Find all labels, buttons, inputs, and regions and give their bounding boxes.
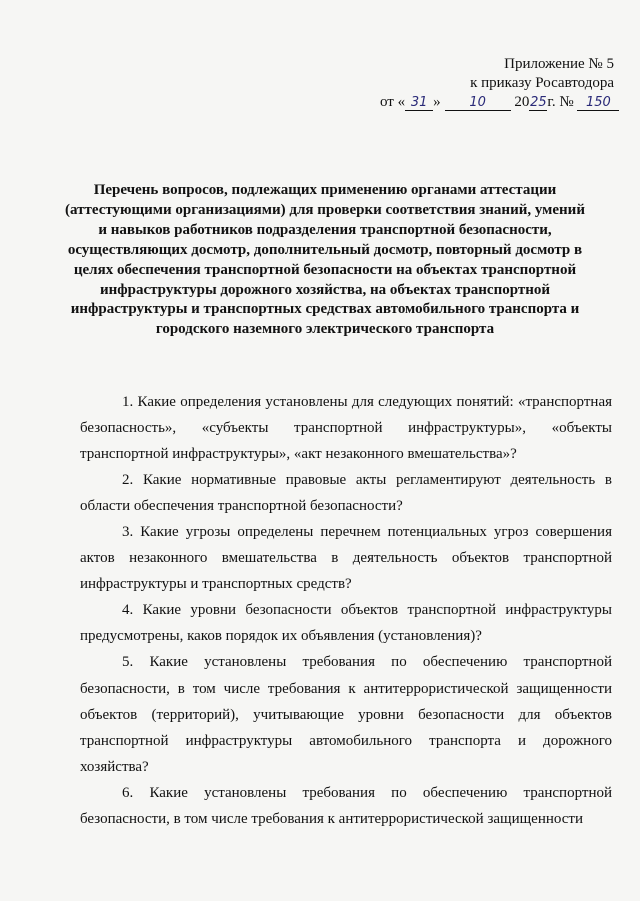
order-number: 150	[585, 95, 611, 110]
year-prefix: 20	[514, 94, 530, 110]
question-2: 2. Какие нормативные правовые акты регламентируют деятельность в области обеспечения транспортной безопасности?	[80, 472, 612, 515]
question-1: 1. Какие определения установлены для следующих понятий: «транспортная безопасность», «субъекты транспортной инфраструктуры», «объекты транспортной инфраструктуры», «акт незаконного вмешательства»?	[80, 394, 612, 463]
question-4: 4. Какие уровни безопасности объектов транспортной инфраструктуры предусмотрены, каков порядок их объявления (установления)?	[80, 602, 612, 645]
questions-list	[80, 389, 612, 832]
date-from-label: от «	[380, 94, 406, 110]
question-5: 5. Какие установлены требования по обеспечению транспортной безопасности, в том числе требования к антитеррористической защищенности объектов (территорий), учитывающие уровни безопасности для объектов транспортной инфраструктуры автомобильного транспорта и дорожного хозяйства?	[80, 654, 612, 775]
order-month: 10	[469, 95, 486, 110]
appendix-header	[380, 55, 614, 112]
order-number-field	[577, 95, 619, 111]
order-day: 31	[410, 95, 428, 110]
order-day-field	[405, 95, 433, 111]
order-date-line	[380, 93, 614, 112]
order-reference: к приказу Росавтодора	[470, 75, 614, 91]
question-3: 3. Какие угрозы определены перечнем потенциальных угроз совершения актов незаконного вмешательства в деятельность объектов транспортной инфраструктуры и транспортных средств?	[80, 524, 612, 593]
order-year: 25	[530, 95, 547, 110]
year-suffix-number-label: г. №	[547, 94, 574, 110]
appendix-number: Приложение № 5	[504, 56, 614, 72]
order-year-field	[529, 95, 547, 111]
document-title: Перечень вопросов, подлежащих применению органами аттестации (аттестующими организациями) для проверки соответствия знаний, умений и навыков работников подразделения транспортной безопасности, осуществляющих досмотр, дополнительный досмотр, повторный досмотр в целях обеспечения транспортной безопасности на объектах транспортной инфраструктуры дорожного хозяйства, на объектах транспортной инфраструктуры и транспортных средствах автомобильного транспорта и городского наземного электрического транспорта	[65, 182, 585, 338]
date-quote-close: »	[433, 94, 441, 110]
question-6: 6. Какие установлены требования по обеспечению транспортной безопасности, в том числе требования к антитеррористической защищенности	[80, 784, 612, 827]
order-month-field	[445, 95, 511, 111]
